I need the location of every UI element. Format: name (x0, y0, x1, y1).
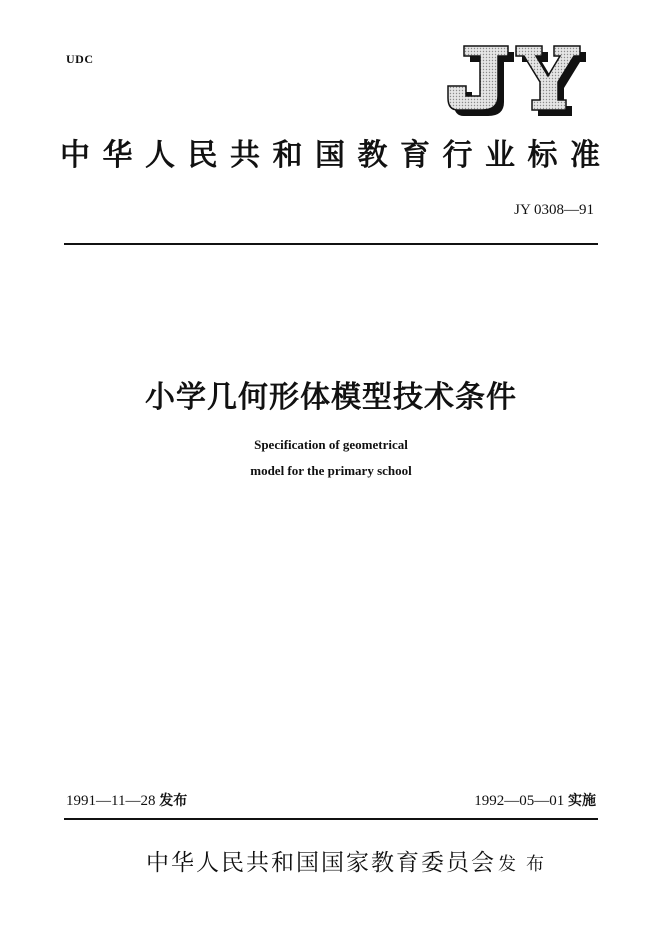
jy-logo (446, 44, 596, 120)
org-title-char: 国 (315, 138, 345, 173)
org-title-char: 行 (442, 138, 473, 173)
top-divider (64, 243, 598, 245)
org-title-char: 华 (102, 138, 133, 173)
document-title-en (0, 432, 662, 484)
issue-date: 1991—11—28 (66, 793, 156, 809)
org-title-char: 育 (400, 138, 430, 173)
issuer-action: 发布 (498, 854, 554, 875)
title-en-line: model for the primary school (250, 463, 412, 478)
issuing-authority: 中华人民共和国国家教育委员会 (146, 850, 496, 876)
standard-code: JY 0308—91 (514, 202, 594, 218)
org-title-char: 业 (485, 138, 515, 173)
bottom-divider (64, 818, 598, 820)
org-title (60, 138, 600, 174)
title-en-line: Specification of geometrical (254, 437, 408, 452)
issue-label: 发布 (159, 793, 188, 809)
org-title-char: 教 (357, 138, 388, 173)
udc-label: UDC (66, 52, 94, 66)
issue-date-line (66, 790, 187, 810)
document-title-cn: 小学几何形体模型技术条件 (145, 380, 517, 415)
implement-date: 1992—05—01 (474, 793, 565, 809)
org-title-char: 标 (527, 138, 558, 173)
org-title-char: 民 (187, 138, 218, 173)
org-title-char: 人 (145, 138, 175, 173)
org-title-char: 共 (230, 138, 260, 173)
implement-label: 实施 (568, 793, 596, 809)
org-title-char: 准 (570, 138, 600, 173)
org-title-char: 中 (60, 138, 90, 173)
org-title-char: 和 (272, 138, 303, 173)
implement-date-line (440, 790, 596, 810)
